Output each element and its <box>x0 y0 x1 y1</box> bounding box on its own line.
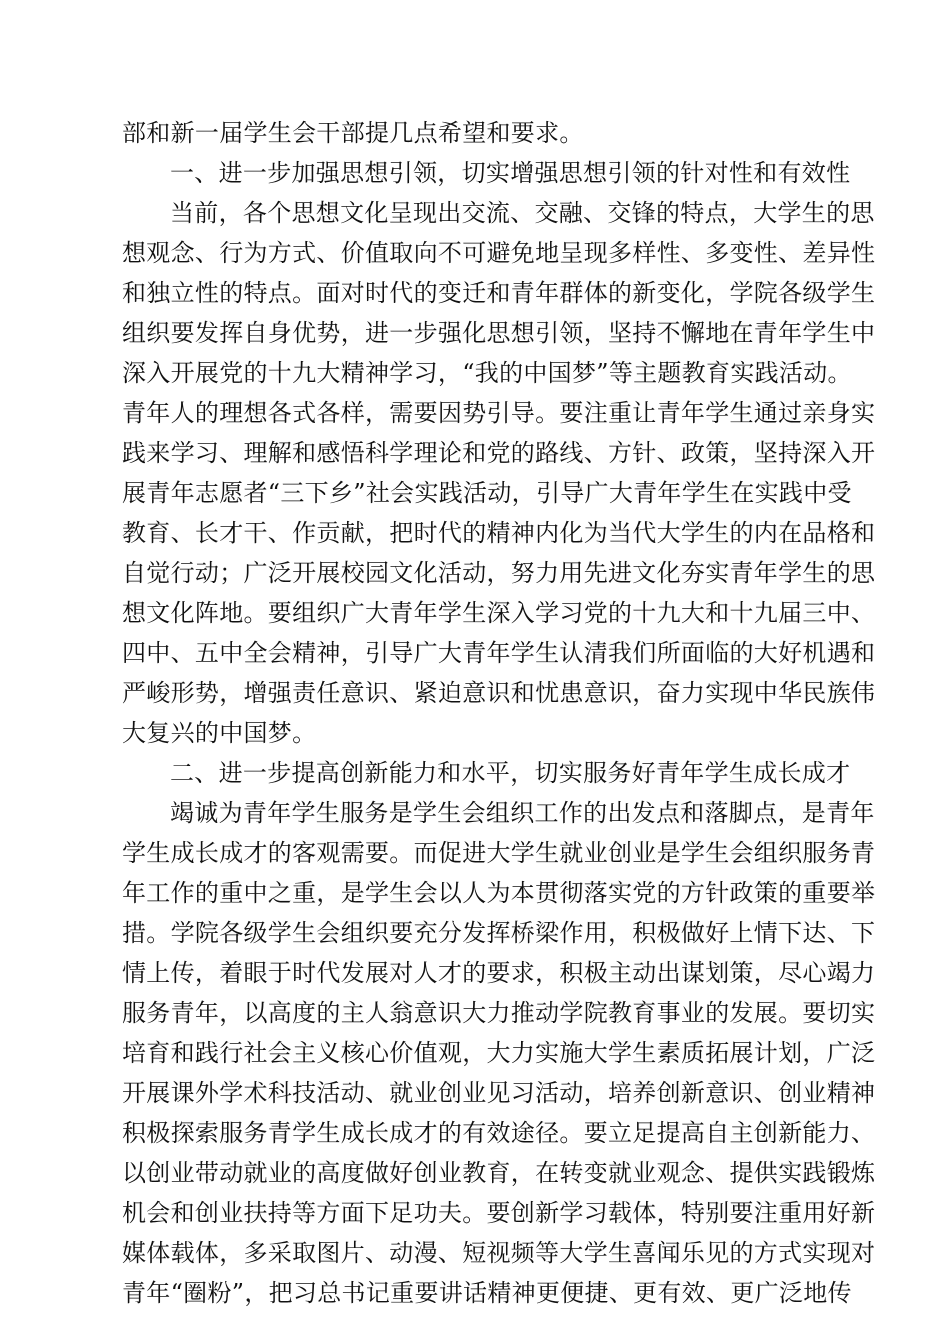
text-line-content: 服务青年，以高度的主人翁意识大力推动学院教育事业的发展。要切实 <box>122 999 876 1027</box>
text-line-content: 教育、长才干、作贡献，把时代的精神内化为当代大学生的内在品格和 <box>122 519 876 547</box>
text-line-content: 机会和创业扶持等方面下足功夫。要创新学习载体，特别要注重用好新 <box>122 1199 876 1227</box>
text-line <box>0 273 950 313</box>
text-line <box>0 953 950 993</box>
text-line-content: 深入开展党的十九大精神学习，“我的中国梦”等主题教育实践活动。 <box>122 359 852 387</box>
text-line <box>0 833 950 873</box>
text-line-content: 践来学习、理解和感悟科学理论和党的路线、方针、政策，坚持深入开 <box>122 439 876 467</box>
text-line <box>0 1073 950 1113</box>
text-line-content: 媒体载体，多采取图片、动漫、短视频等大学生喜闻乐见的方式实现对 <box>122 1239 876 1267</box>
section-heading-text: 一、进一步加强思想引领，切实增强思想引领的针对性和有效性 <box>170 159 851 187</box>
text-line <box>0 633 950 673</box>
text-line-content: 四中、五中全会精神，引导广大青年学生认清我们所面临的大好机遇和 <box>122 639 876 667</box>
text-line-content: 积极探索服务青学生成长成才的有效途径。要立足提高自主创新能力、 <box>122 1119 876 1147</box>
text-line-content: 严峻形势，增强责任意识、紧迫意识和忧患意识，奋力实现中华民族伟 <box>122 679 876 707</box>
text-line <box>0 473 950 513</box>
text-line <box>0 1033 950 1073</box>
text-line <box>0 1273 950 1313</box>
text-line <box>0 1193 950 1233</box>
text-line <box>0 433 950 473</box>
text-line-content: 年工作的重中之重，是学生会以人为本贯彻落实党的方针政策的重要举 <box>122 879 876 907</box>
text-line-content: 自觉行动；广泛开展校园文化活动，努力用先进文化夯实青年学生的思 <box>122 559 876 587</box>
text-line-content: 以创业带动就业的高度做好创业教育，在转变就业观念、提供实践锻炼 <box>122 1159 876 1187</box>
text-line-content: 当前，各个思想文化呈现出交流、交融、交锋的特点，大学生的思 <box>170 199 875 227</box>
text-line-content: 青年人的理想各式各样，需要因势引导。要注重让青年学生通过亲身实 <box>122 399 876 427</box>
text-line <box>0 873 950 913</box>
text-line <box>0 513 950 553</box>
text-line-content: 想文化阵地。要组织广大青年学生深入学习党的十九大和十九届三中、 <box>122 599 876 627</box>
text-line <box>0 393 950 433</box>
section-heading-text: 二、进一步提高创新能力和水平，切实服务好青年学生成长成才 <box>170 759 851 787</box>
text-line <box>0 1113 950 1153</box>
text-line-content: 情上传，着眼于时代发展对人才的要求，积极主动出谋划策，尽心竭力 <box>122 959 876 987</box>
text-line-content: 培育和践行社会主义核心价值观，大力实施大学生素质拓展计划，广泛 <box>122 1039 876 1067</box>
text-line <box>0 673 950 713</box>
text-line-content: 竭诚为青年学生服务是学生会组织工作的出发点和落脚点，是青年 <box>170 799 875 827</box>
section-heading <box>0 753 950 793</box>
text-line-content: 青年“圈粉”，把习总书记重要讲话精神更便捷、更有效、更广泛地传 <box>122 1279 852 1307</box>
text-line-content: 开展课外学术科技活动、就业创业见习活动，培养创新意识、创业精神 <box>122 1079 876 1107</box>
text-line-content: 组织要发挥自身优势，进一步强化思想引领，坚持不懈地在青年学生中 <box>122 319 876 347</box>
text-line <box>0 553 950 593</box>
text-line <box>0 233 950 273</box>
text-line <box>0 113 950 153</box>
text-line-content: 部和新一届学生会干部提几点希望和要求。 <box>122 119 584 147</box>
text-line <box>0 313 950 353</box>
text-line <box>0 1233 950 1273</box>
text-line <box>0 353 950 393</box>
text-line-content: 大复兴的中国梦。 <box>122 719 317 747</box>
section-heading <box>0 153 950 193</box>
text-line <box>0 913 950 953</box>
text-line <box>0 993 950 1033</box>
text-line-content: 展青年志愿者“三下乡”社会实践活动，引导广大青年学生在实践中受 <box>122 479 852 507</box>
text-line <box>0 793 950 833</box>
text-line <box>0 193 950 233</box>
text-line-content: 和独立性的特点。面对时代的变迁和青年群体的新变化，学院各级学生 <box>122 279 876 307</box>
text-line-content: 措。学院各级学生会组织要充分发挥桥梁作用，积极做好上情下达、下 <box>122 919 876 947</box>
text-line <box>0 593 950 633</box>
text-line-content: 想观念、行为方式、价值取向不可避免地呈现多样性、多变性、差异性 <box>122 239 876 267</box>
text-line <box>0 713 950 753</box>
text-line <box>0 1153 950 1193</box>
text-line-content: 学生成长成才的客观需要。而促进大学生就业创业是学生会组织服务青 <box>122 839 876 867</box>
